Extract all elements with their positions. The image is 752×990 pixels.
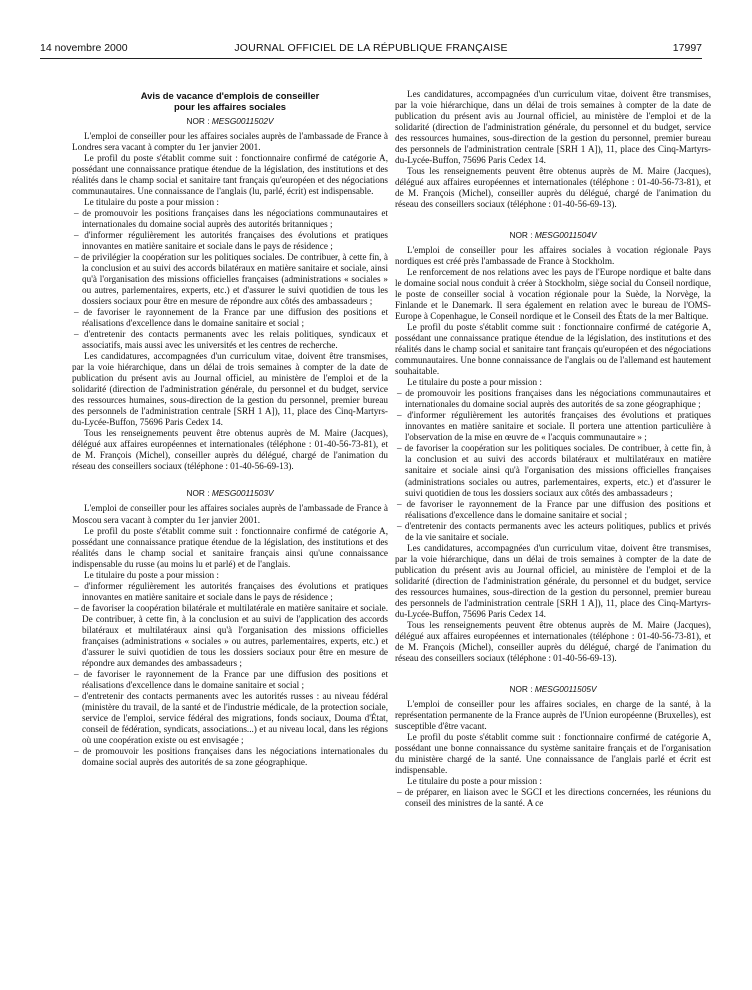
paragraph: Tous les renseignements peuvent être obtenus auprès de M. Maire (Jacques), délégué aux affaires européennes et internationales (téléphone : 01-40-56-73-81), et de M. François (Michel), conseiller auprès du délégué, chargé de l'animation du réseau des conseillers sociaux (téléphone : 01-40-56-69-13). — [72, 428, 388, 472]
mission-list-4 — [395, 787, 711, 809]
paragraph: Tous les renseignements peuvent être obtenus auprès de M. Maire (Jacques), délégué aux affaires européennes et internationales (téléphone : 01-40-56-73-81), et de M. François (Michel), conseiller auprès du délégué, chargé de l'animation du réseau des conseillers sociaux (téléphone : 01-40-56-69-13). — [395, 619, 711, 663]
list-item: – de promouvoir les positions françaises dans les négociations communautaires et internationales du domaine social auprès des autorités britanniques ; — [72, 208, 388, 230]
paragraph: Le profil du poste s'établit comme suit : fonctionnaire confirmé de catégorie A, possédant une connaissance pratique étendue de la législation, des institutions et des réalités dans le champ social et sanitaire français ainsi qu'une connaissance indispensable du russe (au moins lu et parlé) et de l'anglais. — [72, 525, 388, 569]
list-item: – de privilégier la coopération sur les politiques sociales. De contribuer, à cette fin, à la conclusion et au suivi des accords bilatéraux en matière sanitaire et sociale, ainsi qu'à l'organisation des missions officielles françaises (administrations « sociales » ou autres, parlementaires, experts, etc.) et d'assurer le suivi quotidien de tous les dossiers sociaux pour être en mesure de répondre aux côtés des ambassadeurs ; — [72, 252, 388, 307]
paragraph: L'emploi de conseiller pour les affaires sociales à vocation régionale Pays nordiques est créé près l'ambassade de France à Stockholm. — [395, 245, 711, 267]
list-item: – de favoriser la coopération sur les politiques sociales. De contribuer, à cette fin, à la conclusion et au suivi des accords bilatéraux et multilatéraux en matière sanitaire et sociale ainsi qu'à l'organisation des missions officielles françaises (administrations sociales ou autres, parlementaires, experts, etc.) et d'assurer le suivi quotidien de tous les dossiers sociaux aux côtés des ambassadeurs ; — [395, 443, 711, 498]
list-item: – de promouvoir les positions françaises dans les négociations communautaires et internationales du domaine social auprès des autorités de sa zone géographique ; — [395, 388, 711, 410]
paragraph: Le titulaire du poste a pour mission : — [84, 569, 219, 580]
header-page-number: 17997 — [672, 42, 702, 54]
list-item: – d'entretenir des contacts permanents avec les relais politiques, syndicaux et associatifs, mais aussi avec les universités et les centres de recherche. — [72, 329, 388, 351]
list-item: – d'informer régulièrement les autorités françaises des évolutions et pratiques innovantes en matière sanitaire et sociale. Il portera une attention particulière à l'observation de la mise en œuvre de « l'acquis communautaire » ; — [395, 410, 711, 443]
list-item: – de favoriser le rayonnement de la France par une diffusion des positions et réalisations d'excellence dans le domaine sanitaire et social ; — [395, 499, 711, 521]
paragraph: Le titulaire du poste a pour mission : — [407, 377, 542, 388]
notice-title-line-1: Avis de vacance d'emplois de conseiller — [140, 90, 320, 101]
list-item: – de favoriser le rayonnement de la France par une diffusion des positions et réalisations d'excellence dans le domaine sanitaire et social ; — [72, 669, 388, 691]
nor-reference-1 — [72, 116, 388, 126]
left-column — [72, 88, 388, 768]
spacer — [395, 664, 711, 680]
list-item: – d'informer régulièrement les autorités françaises des évolutions et pratiques innovantes en matière sanitaire et sociale dans le pays de résidence ; — [72, 230, 388, 252]
paragraph: Le titulaire du poste a pour mission : — [84, 197, 219, 208]
notice-title — [72, 90, 388, 112]
mission-list-3 — [395, 388, 711, 542]
notice-title-line-2: pour les affaires sociales — [173, 101, 287, 112]
nor-code: MESG0011503V — [211, 488, 274, 499]
list-item: – de promouvoir les positions françaises dans les négociations internationales du domaine social auprès des autorités de sa zone géographique. — [72, 746, 388, 768]
header-date: 14 novembre 2000 — [40, 42, 128, 54]
paragraph: Le profil du poste s'établit comme suit : fonctionnaire confirmé de catégorie A, possédant une bonne connaissance du système sanitaire français et de l'organisation du ministère chargé de la santé. Une connaissance de l'anglais parlé et écrit est indispensable. — [395, 731, 711, 775]
list-item: – d'entretenir des contacts permanents avec les acteurs politiques, publics et privés de la vie sanitaire et sociale. — [395, 521, 711, 543]
paragraph: Les candidatures, accompagnées d'un curriculum vitae, doivent être transmises, par la voie hiérarchique, dans un délai de trois semaines à compter de la date de publication du présent avis au Journal officiel, au ministère de l'emploi et de la solidarité (direction de l'administration générale, du personnel et du budget, service des ressources humaines, sous-direction de la gestion du personnel, premier bureau des personnels de l'administration centrale [SRH 1 A]), 11, place des Cinq-Martyrs-du-Lycée-Buffon, 75696 Paris Cedex 14. — [395, 89, 711, 166]
header-rule — [40, 58, 702, 59]
nor-code: MESG0011502V — [211, 116, 274, 126]
paragraph: Le renforcement de nos relations avec les pays de l'Europe nordique et balte dans le domaine social nous conduit à créer à Stockholm, siège social du Conseil nordique, le poste de conseiller social à vocation régionale pour la Suède, la Norvège, la Finlande et le Danemark. Il sera également en relation avec le bureau de l'OMS-Europe à Copenhague, le Conseil nordique et le Conseil des États de la mer Baltique. — [395, 267, 711, 322]
nor-label: NOR : — [509, 230, 533, 241]
paragraph: Le profil du poste s'établit comme suit : fonctionnaire confirmé de catégorie A, possédant une connaissance pratique étendue de la législation, des institutions et des réalités dans le champ social et sanitaire tant français qu'européen et des négociations communautaires. Une bonne connaissance de l'anglais ou de l'allemand est hautement souhaitable. — [395, 322, 711, 377]
mission-list-1 — [72, 208, 388, 351]
spacer — [72, 472, 388, 484]
mission-list-2 — [72, 581, 388, 768]
nor-code: MESG0011504V — [534, 230, 597, 241]
page-header — [40, 42, 702, 56]
paragraph: Tous les renseignements peuvent être obtenus auprès de M. Maire (Jacques), délégué aux affaires européennes et internationales (téléphone : 01-40-56-73-81), et de M. François (Michel), conseiller auprès du délégué, chargé de l'animation du réseau des conseillers sociaux (téléphone : 01-40-56-69-13). — [395, 166, 711, 210]
paragraph: Le titulaire du poste a pour mission : — [407, 775, 542, 786]
nor-reference-2 — [72, 488, 388, 498]
nor-reference-4 — [395, 684, 711, 694]
list-item: – d'entretenir des contacts permanents avec les autorités russes : au niveau fédéral (ministère du travail, de la santé et de l'industrie médicale, de la protection sociale, service de l'emploi, service fédéral des migrations, fonds sociaux, Douma d'État, conseil de fédération, syndicats, associations...) et au niveau local, dans les régions où une coopération existe ou est envisagée ; — [72, 691, 388, 746]
nor-label: NOR : — [186, 116, 210, 126]
nor-label: NOR : — [186, 488, 210, 499]
nor-label: NOR : — [509, 683, 533, 694]
paragraph: L'emploi de conseiller pour les affaires sociales, en charge de la santé, à la représentation permanente de la France auprès de l'Union européenne (Bruxelles), est susceptible d'être vacant. — [395, 698, 711, 731]
right-column — [395, 89, 711, 809]
list-item: – d'informer régulièrement les autorités françaises des évolutions et pratiques innovantes en matière sanitaire et sociale dans le pays de résidence ; — [72, 581, 388, 603]
nor-code: MESG0011505V — [534, 683, 597, 694]
list-item: – de favoriser la coopération bilatérale et multilatérale en matière sanitaire et sociale. De contribuer, à cette fin, à la conclusion et au suivi de l'application des accords bilatéraux et multilatéraux ainsi qu'à l'organisation des missions officielles françaises (administrations « sociales » ou autres, parlementaires, experts, etc.) et d'assurer le suivi quotidien de tous les dossiers sociaux pour être en mesure de répondre aux demandes des ambassadeurs ; — [72, 603, 388, 669]
paragraph: L'emploi de conseiller pour les affaires sociales auprès de l'ambassade de France à Moscou sera vacant à compter du 1er janvier 2001. — [72, 503, 388, 525]
paragraph: L'emploi de conseiller pour les affaires sociales auprès de l'ambassade de France à Londres sera vacant à compter du 1er janvier 2001. — [72, 131, 388, 153]
spacer — [395, 210, 711, 226]
list-item: – de préparer, en liaison avec le SGCI et les directions concernées, les réunions du conseil des ministres de la santé. A ce — [395, 787, 711, 809]
paragraph: Les candidatures, accompagnées d'un curriculum vitae, doivent être transmises, par la voie hiérarchique, dans un délai de trois semaines à compter de la date de publication du présent avis au Journal officiel, au ministère de l'emploi et de la solidarité (direction de l'administration générale, du personnel et du budget, service des ressources humaines, sous-direction de la gestion du personnel, premier bureau des personnels de l'administration centrale [SRH 1 A]), 11, place des Cinq-Martyrs-du-Lycée-Buffon, 75696 Paris Cedex 14. — [72, 351, 388, 428]
header-journal-title: JOURNAL OFFICIEL DE LA RÉPUBLIQUE FRANÇAISE — [234, 42, 508, 54]
list-item: – de favoriser le rayonnement de la France par une diffusion des positions et réalisations d'excellence dans le domaine sanitaire et social ; — [72, 307, 388, 329]
nor-reference-3 — [395, 230, 711, 240]
paragraph: Les candidatures, accompagnées d'un curriculum vitae, doivent être transmises, par la voie hiérarchique, dans un délai de trois semaines à compter de la date de publication du présent avis au Journal officiel, au ministère de l'emploi et de la solidarité (direction de l'administration générale, du personnel et du budget, service des ressources humaines, sous-direction de la gestion du personnel, premier bureau des personnels de l'administration centrale [SRH 1 A]), 11, place des Cinq-Martyrs-du-Lycée-Buffon, 75696 Paris Cedex 14. — [395, 542, 711, 619]
paragraph: Le profil du poste s'établit comme suit : fonctionnaire confirmé de catégorie A, possédant une connaissance pratique étendue de la législation, des institutions et des réalités dans le champ social et sanitaire tant français qu'européen et des négociations communautaires. Une connaissance de l'anglais (lu, parlé, écrit) est indispensable. — [72, 153, 388, 197]
